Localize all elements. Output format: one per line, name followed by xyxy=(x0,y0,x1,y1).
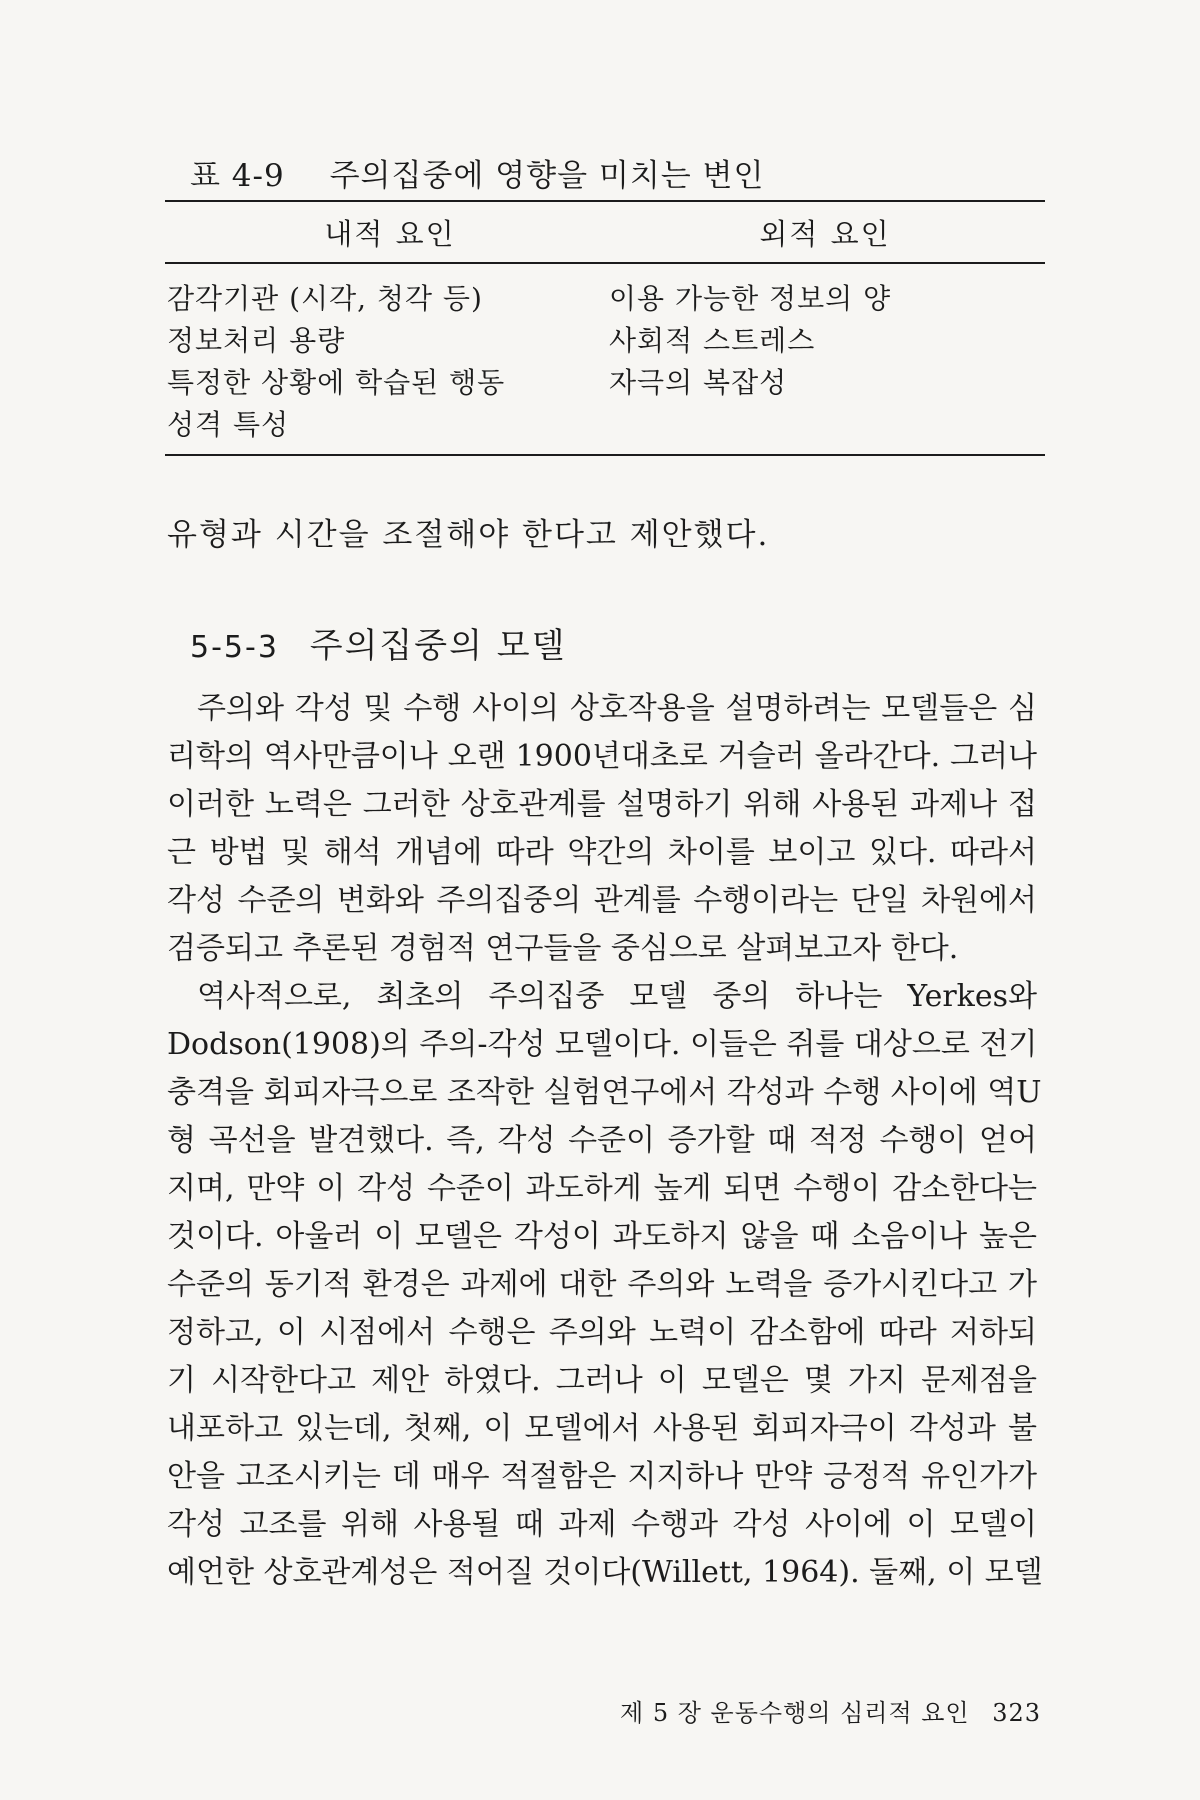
internal-factor: 특정한 상황에 학습된 행동 xyxy=(167,366,506,399)
table-bottom-rule xyxy=(165,454,1045,456)
text-line: Dodson(1908)의 주의-각성 모델이다. 이들은 쥐를 대상으로 전기 xyxy=(167,1027,1038,1062)
internal-factor: 감각기관 (시각, 청각 등) xyxy=(167,282,483,315)
page-number: 323 xyxy=(992,1699,1042,1727)
text-line: 형 곡선을 발견했다. 즉, 각성 수준이 증가할 때 적정 수행이 얻어 xyxy=(167,1123,1037,1158)
text-line: 역사적으로, 최초의 주의집중 모델 중의 하나는 Yerkes와 xyxy=(197,979,1037,1014)
table-caption xyxy=(190,150,764,195)
table-header-rule xyxy=(165,262,1045,264)
paragraph-1 xyxy=(167,685,1037,973)
external-factor: 자극의 복잡성 xyxy=(609,366,788,399)
lead-text-line: 유형과 시간을 조절해야 한다고 제안했다. xyxy=(167,517,770,553)
text-line: 것이다. 아울러 이 모델은 각성이 과도하지 않을 때 소음이나 높은 xyxy=(167,1219,1037,1254)
external-factor: 이용 가능한 정보의 양 xyxy=(609,282,892,315)
text-line: 충격을 회피자극으로 조작한 실험연구에서 각성과 수행 사이에 역U xyxy=(167,1075,1042,1110)
text-line: 정하고, 이 시점에서 수행은 주의와 노력이 감소함에 따라 저하되 xyxy=(167,1315,1037,1350)
text-line: 기 시작한다고 제안 하였다. 그러나 이 모델은 몇 가지 문제점을 xyxy=(167,1363,1037,1398)
text-line: 안을 고조시키는 데 매우 적절함은 지지하나 만약 긍정적 유인가가 xyxy=(167,1459,1037,1494)
text-line: 내포하고 있는데, 첫째, 이 모델에서 사용된 회피자극이 각성과 불 xyxy=(167,1411,1037,1446)
internal-factors-list xyxy=(167,278,505,446)
table-number: 표 4-9 xyxy=(190,158,285,194)
section-number: 5-5-3 xyxy=(190,630,279,665)
chapter-title: 제 5 장 운동수행의 심리적 요인 xyxy=(620,1699,970,1727)
external-factor: 사회적 스트레스 xyxy=(609,324,816,357)
header-external-factors: 외적 요인 xyxy=(759,217,891,251)
internal-factor: 성격 특성 xyxy=(167,408,290,441)
text-line: 수준의 동기적 환경은 과제에 대한 주의와 노력을 증가시킨다고 가 xyxy=(167,1267,1037,1302)
external-factors-list xyxy=(609,278,891,404)
text-line: 각성 고조를 위해 사용될 때 과제 수행과 각성 사이에 이 모델이 xyxy=(167,1507,1037,1542)
section-heading xyxy=(190,618,566,667)
text-line: 근 방법 및 해석 개념에 따라 약간의 차이를 보이고 있다. 따라서 xyxy=(167,835,1037,870)
text-line: 검증되고 추론된 경험적 연구들을 중심으로 살펴보고자 한다. xyxy=(167,931,959,966)
text-line: 주의와 각성 및 수행 사이의 상호작용을 설명하려는 모델들은 심 xyxy=(197,691,1037,726)
table-top-rule xyxy=(165,200,1045,202)
text-line: 이러한 노력은 그러한 상호관계를 설명하기 위해 사용된 과제나 접 xyxy=(167,787,1037,822)
paragraph-2 xyxy=(167,973,1043,1597)
internal-factor: 정보처리 용량 xyxy=(167,324,346,357)
text-line: 리학의 역사만큼이나 오랜 1900년대초로 거슬러 올라간다. 그러나 xyxy=(167,739,1037,774)
text-line: 예언한 상호관계성은 적어질 것이다(Willett, 1964). 둘째, 이 모델 xyxy=(167,1555,1043,1590)
text-line: 지며, 만약 이 각성 수준이 과도하게 높게 되면 수행이 감소한다는 xyxy=(167,1171,1037,1206)
table-title: 주의집중에 영향을 미치는 변인 xyxy=(329,158,765,194)
text-line: 각성 수준의 변화와 주의집중의 관계를 수행이라는 단일 차원에서 xyxy=(167,883,1037,918)
header-internal-factors: 내적 요인 xyxy=(324,217,456,251)
section-title: 주의집중의 모델 xyxy=(309,626,567,666)
running-footer xyxy=(620,1693,1040,1728)
